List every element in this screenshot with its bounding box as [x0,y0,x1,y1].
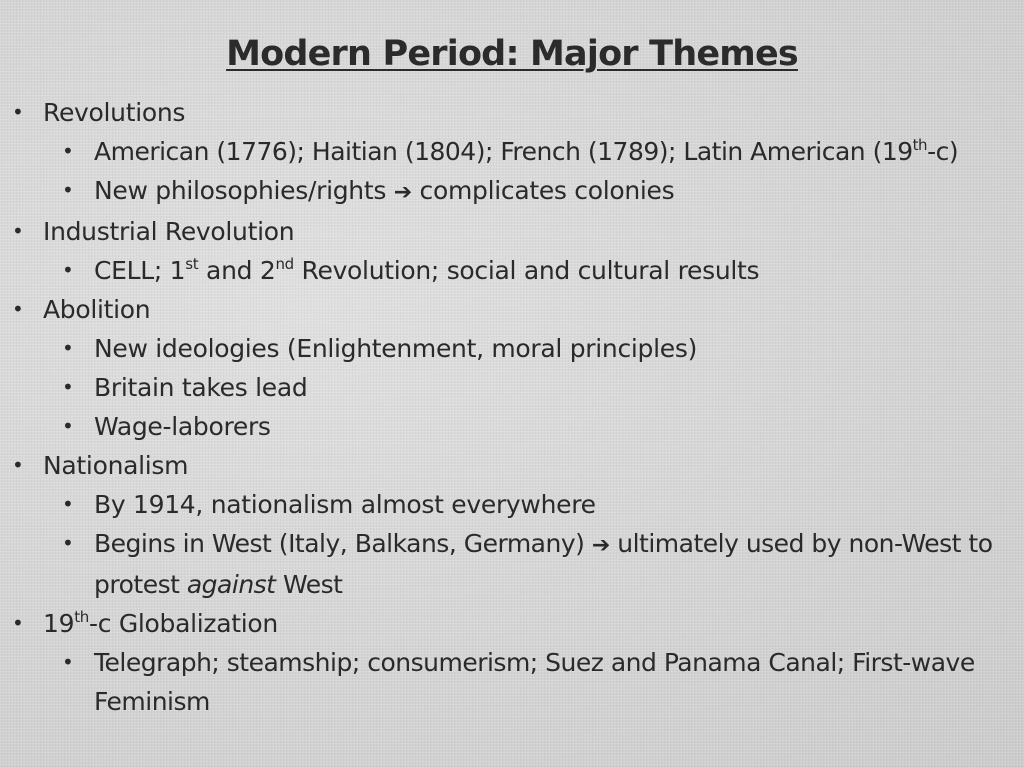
superscript: st [185,255,199,273]
arrow-right-icon: ➔ [591,533,610,558]
bullet-text: -c) [927,137,959,166]
bullet-icon: • [12,297,24,321]
bullet-icon: • [62,139,74,163]
bullet-text: Revolution; social and cultural results [293,256,760,285]
bullet-text: Revolutions [43,98,186,127]
sub-bullet-begins-in-west [0,524,1009,604]
sub-bullet-philosophies [0,171,1024,212]
slide-title-text: Modern Period: Major Themes [226,34,798,74]
bullet-text: Britain takes lead [94,373,308,402]
sub-bullet-britain [0,368,1024,407]
bullet-text: Nationalism [43,451,189,480]
bullet-text: Telegraph; steamship; consumerism; Suez and Panama Canal; First-wave Feminism [94,648,975,716]
sub-bullet-wage-laborers [0,407,1024,446]
bullet-industrial-revolution [0,212,1024,251]
superscript: th [74,608,90,626]
sub-bullet-cell [0,251,1024,290]
arrow-right-icon: ➔ [393,180,412,205]
bullet-text: and 2 [198,256,276,285]
bullet-icon: • [12,453,24,477]
bullet-abolition [0,290,1024,329]
bullet-icon: • [62,375,74,399]
sub-bullet-1914 [0,485,1024,524]
bullet-text: Abolition [43,295,151,324]
bullet-revolutions [0,93,1024,132]
bullet-icon: • [62,178,74,202]
bullet-text: ultimately used by non-West to protest [94,529,993,599]
sub-bullet-telegraph [0,643,1009,721]
bullet-icon: • [62,492,74,516]
bullet-text: Wage-laborers [94,412,271,441]
sub-bullet-revolutions-list [0,132,1009,171]
bullet-text: New ideologies (Enlightenment, moral principles) [94,334,698,363]
bullet-icon: • [62,414,74,438]
bullet-list [0,93,1024,721]
bullet-text: Industrial Revolution [43,217,295,246]
bullet-text: 19 [43,609,75,638]
bullet-text: New philosophies/rights [94,176,387,205]
superscript: th [912,136,928,154]
bullet-text: American (1776); Haitian (1804); French (1789); Latin American (19 [94,137,913,166]
bullet-icon: • [12,219,24,243]
bullet-text: -c Globalization [89,609,278,638]
bullet-icon: • [62,650,74,674]
bullet-nationalism [0,446,1024,485]
emphasis-text: against [186,570,276,599]
bullet-text: Begins in West (Italy, Balkans, Germany) [94,529,585,558]
slide-title [0,30,1024,78]
bullet-icon: • [62,336,74,360]
bullet-text: complicates colonies [419,176,675,205]
bullet-icon: • [12,100,24,124]
superscript: nd [275,255,294,273]
sub-bullet-ideologies [0,329,1024,368]
bullet-icon: • [62,258,74,282]
bullet-text: CELL; 1 [94,256,186,285]
bullet-icon: • [12,611,24,635]
bullet-globalization [0,604,1024,643]
bullet-text: West [282,570,343,599]
bullet-text: By 1914, nationalism almost everywhere [94,490,596,519]
bullet-icon: • [62,531,74,555]
